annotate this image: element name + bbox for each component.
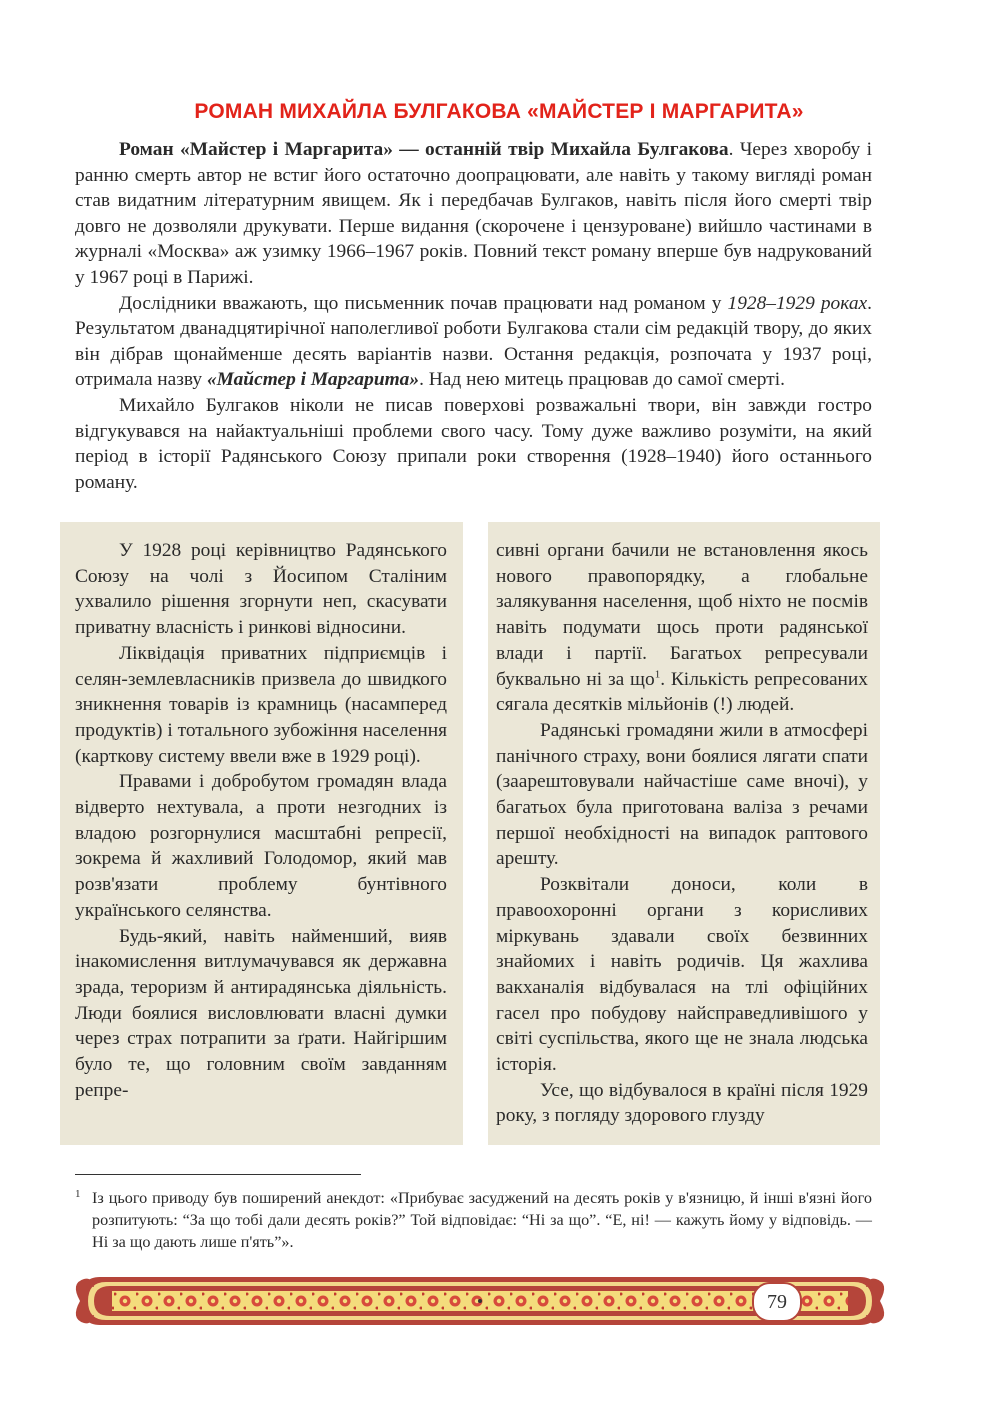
box-paragraph: Ліквідація приватних підприємців і селян-землевласників призвела до швидкого зникнення товарів із крамниць (насамперед продуктів) і тотального зубожіння населення (карткову систему ввели вже в 1929 році).: [75, 642, 447, 767]
page-title: РОМАН МИХАЙЛА БУЛГАКОВА «МАЙСТЕР І МАРГАРИТА»: [194, 100, 804, 123]
box-cont-text-b: . Кількість репресованих сягала десятків мільйонів (!) людей.: [496, 668, 868, 716]
intro-text: [75, 137, 872, 495]
page-number: 79: [752, 1282, 802, 1322]
box-paragraph: Розквітали доноси, коли в правоохоронні органи з корисливих міркувань здавали своїх безвинних знайомих і навіть родичів. Ця жахлива вакханалія відбувалася на тлі офіційних гасел про побудову найсправедливішого у світі суспільства, якого ще не знала людська історія.: [496, 874, 868, 1076]
intro-bold-lead: Роман «Майстер і Маргарита» — останній твір Михайла Булгакова: [119, 139, 729, 160]
intro-p2-start: Дослідники вважають, що письменник почав працювати над романом у: [119, 292, 728, 314]
footnote-marker: 1: [75, 1188, 81, 1200]
box-cont-text-a: сивні органи бачили не встановлення якось нового правопорядку, а глобальне залякування населення, щоб ніхто не посмів навіть подумати щось проти радянської влади і партії. Багатьох репресували буквально ні за що: [496, 540, 868, 690]
intro-p2-end: . Над нею митець працював до самої смерті.: [419, 369, 785, 391]
intro-p2-years: 1928–1929 роках: [727, 292, 868, 314]
box-paragraph: У 1928 році керівництво Радянського Союзу на чолі з Йосипом Сталіним ухвалило рішення згорнути неп, скасувати приватну власність і ринкові відносини.: [75, 540, 447, 639]
box-paragraph: Правами і добробутом громадян влада відверто нехтувала, а проти незгодних із владою розгорнулися масштабні репресії, зокрема й жахливий Голодомор, який мав розв'язати проблему бунтівного українського селянства.: [75, 771, 447, 921]
box-right-column: [496, 538, 868, 1129]
intro-p1-rest: . Через хворобу і ранню смерть автор не встиг його остаточно доопрацювати, але навіть у такому вигляді роман став видатним літературним явищем. Як і передбачав Булгаков, навіть після його смерті твір довго не дозволяли друкувати. Перше видання (скорочене і цензуроване) вийшло частинами в журналі «Москва» аж узимку 1966–1967 років. Повний текст роману вперше був надрукований у 1967 році в Парижі.: [75, 139, 872, 288]
box-left-column: [75, 538, 447, 1103]
intro-paragraph-1: [75, 137, 872, 291]
box-paragraph: Будь-який, навіть найменший, вияв інакомислення витлумачувався як державна зрада, тероризм й антирадянська діяльність. Люди боялися висловлювати власні думки через страх потрапити за ґрати. Найгіршим було те, що головним своїм завданням репре-: [75, 925, 447, 1101]
footnote-reference: 1: [654, 668, 661, 681]
intro-p2-mid: . Результатом дванадцятирічної наполегливої роботи Булгакова стали сім редакцій твору, до яких він дібрав щонайменше десять варіантів назви. Остання редакція, розпочата у 1937 році, отримала назву: [75, 292, 872, 391]
box-paragraph: Усе, що відбувалося в країні після 1929 року, з погляду здорового глузду: [496, 1079, 868, 1127]
footnote-divider: [75, 1174, 361, 1175]
box-paragraph: Радянські громадяни жили в атмосфері панічного страху, вони боялися лягати спати (заарештовували найчастіше саме вночі), у багатьох була приготована валіза з речами першої необхідності на випадок раптового арешту.: [496, 719, 868, 870]
footnote: [75, 1187, 872, 1253]
intro-paragraph-2: [75, 291, 872, 393]
footnote-text: Із цього приводу був поширений анекдот: «Прибуває засуджений на десять років у в'язницю, й інші в'язні його розпитують: “За що тобі дали десять років?” Той відповідає: “Ні за що”. “Е, ні! — кажуть йому у відповідь. — Ні за що дають лише п'ять”».: [92, 1189, 872, 1251]
column-gutter: [463, 522, 488, 1145]
intro-p2-novel-title: «Майстер і Маргарита»: [206, 369, 420, 391]
box-paragraph-continued: [496, 538, 868, 718]
intro-paragraph-3: Михайло Булгаков ніколи не писав поверхові розважальні твори, він завжди гостро відгукувався на найактуальніші проблеми свого часу. Тому дуже важливо розуміти, на який період в історії Радянського Союзу припали роки створення (1928–1940) його останнього роману.: [75, 394, 872, 493]
